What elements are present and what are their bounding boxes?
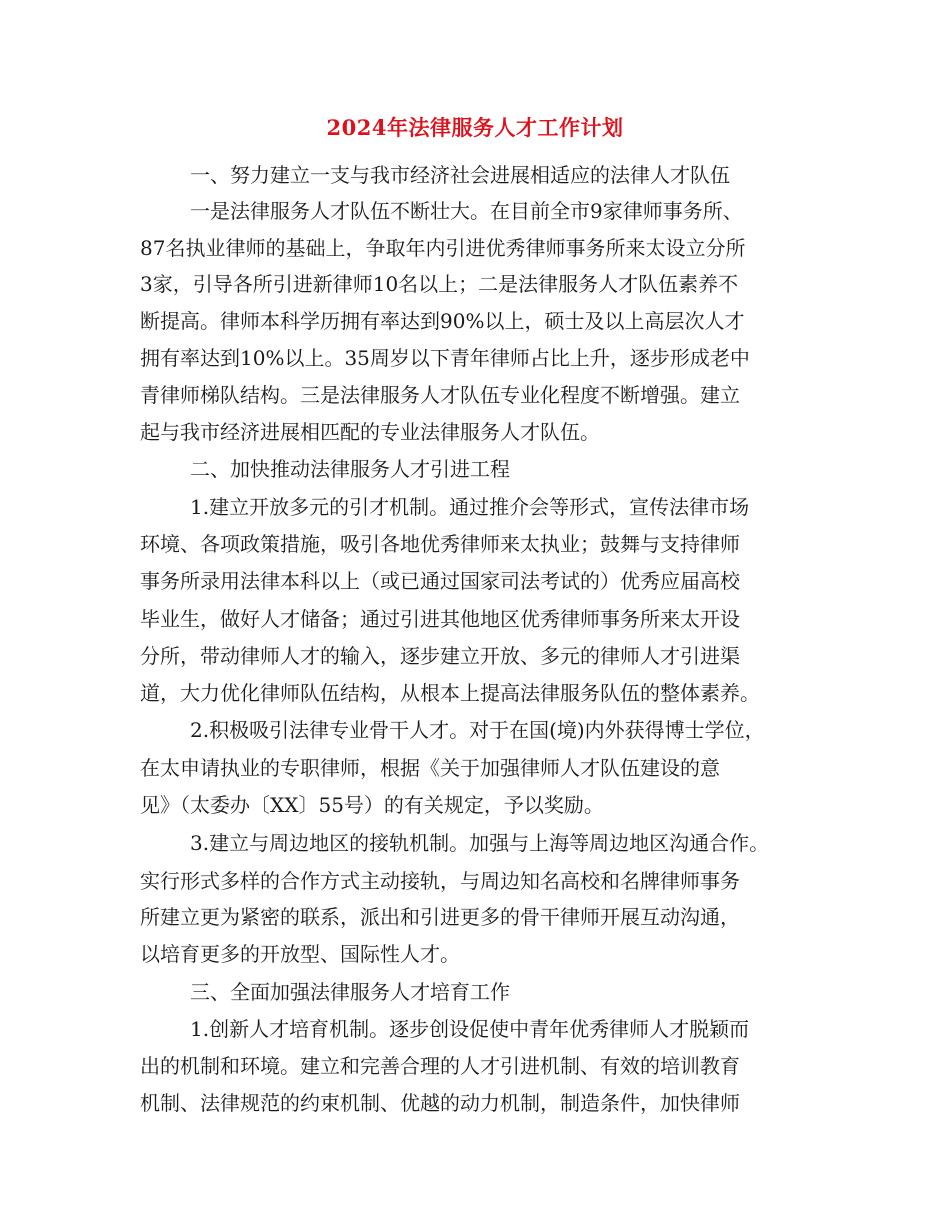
paragraph-line: 青律师梯队结构。三是法律服务人才队伍专业化程度不断增强。建立 [140,383,740,407]
paragraph-line: 分所，带动律师人才的输入，逐步建立开放、多元的律师人才引进渠 [140,644,740,668]
paragraph-line: 87名执业律师的基础上，争取年内引进优秀律师事务所来太设立分所 [140,236,746,260]
paragraph-line: 所建立更为紧密的联系，派出和引进更多的骨干律师开展互动沟通， [140,905,740,929]
paragraph-line: 见》（太委办〔XX〕55号）的有关规定，予以奖励。 [140,793,604,817]
heading-section-2: 二、加快推动法律服务人才引进工程 [190,457,510,481]
paragraph-line: 以培育更多的开放型、国际性人才。 [140,942,460,966]
paragraph-line: 起与我市经济进展相匹配的专业法律服务人才队伍。 [140,420,600,444]
paragraph-line: 道，大力优化律师队伍结构，从根本上提高法律服务队伍的整体素养。 [140,681,760,705]
paragraph-line: 1.建立开放多元的引才机制。通过推介会等形式，宣传法律市场 [190,495,750,519]
paragraph-line: 3.建立与周边地区的接轨机制。加强与上海等周边地区沟通合作。 [190,831,770,855]
heading-section-1: 一、努力建立一支与我市经济社会进展相适应的法律人才队伍 [190,163,730,187]
paragraph-line: 一是法律服务人才队伍不断壮大。在目前全市9家律师事务所、 [190,199,743,223]
paragraph-line: 断提高。律师本科学历拥有率达到90%以上，硕士及以上高层次人才 [140,309,745,333]
paragraph-line: 环境、各项政策措施，吸引各地优秀律师来太执业；鼓舞与支持律师 [140,532,740,556]
paragraph-line: 实行形式多样的合作方式主动接轨，与周边知名高校和名牌律师事务 [140,869,740,893]
paragraph-line: 在太申请执业的专职律师，根据《关于加强律师人才队伍建设的意 [140,756,720,780]
paragraph-line: 2.积极吸引法律专业骨干人才。对于在国(境)内外获得博士学位， [190,718,765,742]
paragraph-line: 毕业生，做好人才储备；通过引进其他地区优秀律师事务所来太开设 [140,607,740,631]
document-title: 2024年法律服务人才工作计划 [326,115,624,140]
paragraph-line: 3家，引导各所引进新律师10名以上；二是法律服务人才队伍素养不 [140,272,739,296]
paragraph-line: 拥有率达到10%以上。35周岁以下青年律师占比上升，逐步形成老中 [140,346,750,370]
paragraph-line: 出的机制和环境。建立和完善合理的人才引进机制、有效的培训教育 [140,1054,740,1078]
paragraph-line: 事务所录用法律本科以上（或已通过国家司法考试的）优秀应届高校 [140,569,740,593]
paragraph-line: 1.创新人才培育机制。逐步创设促使中青年优秀律师人才脱颖而 [190,1017,750,1041]
heading-section-3: 三、全面加强法律服务人才培育工作 [190,980,510,1004]
paragraph-line: 机制、法律规范的约束机制、优越的动力机制，制造条件，加快律师 [140,1091,740,1115]
